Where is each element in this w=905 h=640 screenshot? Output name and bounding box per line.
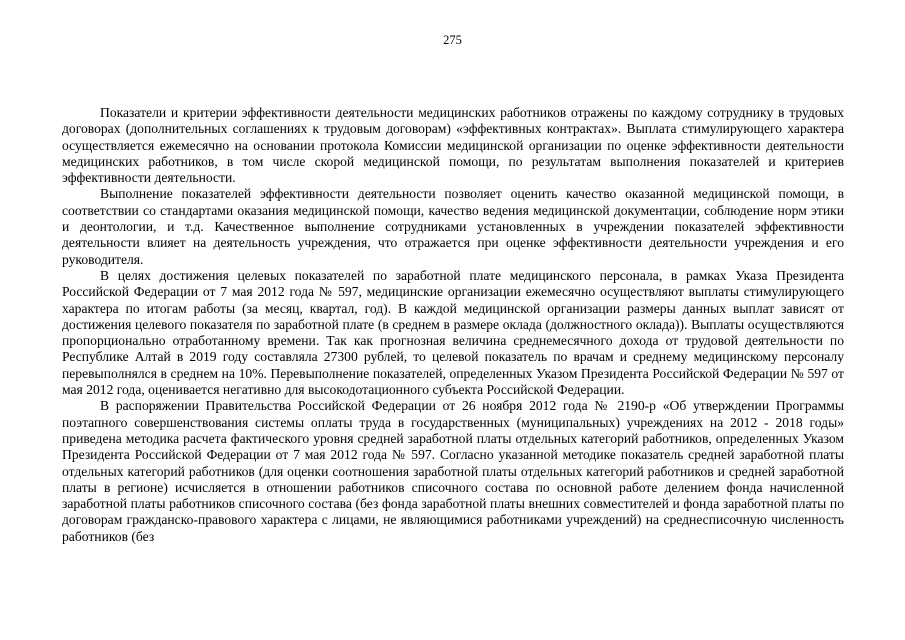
paragraph-4: В распоряжении Правительства Российской Федерации от 26 ноября 2012 года № 2190-р «Об утверждении Программы поэтапного совершенствования системы оплаты труда в государственных (муниципальных) учреждениях на 2012 - 2018 годы» приведена методика расчета фактического уровня средней заработной платы отдельных категорий работников, определенных Указом Президента Российской Федерации от 7 мая 2012 года № 597. Согласно указанной методике показатель средней заработной платы отдельных категорий работников (для оценки соотношения заработной платы отдельных категорий работников и средней заработной платы в регионе) исчисляется в отношении работников списочного состава по основной работе делением фонда начисленной заработной платы работников списочного состава (без фонда заработной платы внешних совместителей и фонда заработной платы по договорам гражданско-правового характера с лицами, не являющимися работниками учреждений) на среднесписочную численность работников (без — [62, 398, 844, 544]
paragraph-3: В целях достижения целевых показателей по заработной плате медицинского персонала, в рамках Указа Президента Российской Федерации от 7 мая 2012 года № 597, медицинские организации ежемесячно осуществляют выплаты стимулирующего характера по итогам работы (за месяц, квартал, год). В каждой медицинской организации размеры данных выплат зависят от достижения целевого показателя по заработной плате (в среднем в размере оклада (должностного оклада)). Выплаты осуществляются пропорционально отработанному времени. Так как прогнозная величина среднемесячного дохода от трудовой деятельности по Республике Алтай в 2019 году составляла 27300 рублей, то целевой показатель по врачам и среднему медицинскому персоналу перевыполнялся в среднем на 10%. Перевыполнение показателей, определенных Указом Президента Российской Федерации № 597 от мая 2012 года, оценивается негативно для высокодотационного субъекта Российской Федерации. — [62, 267, 844, 398]
paragraph-2: Выполнение показателей эффективности деятельности позволяет оценить качество оказанной медицинской помощи, в соответствии со стандартами оказания медицинской помощи, качество ведения медицинской документации, соблюдение норм этики и деонтологии, и т.д. Качественное выполнение сотрудниками установленных в учреждении показателей эффективности деятельности влияет на деятельность учреждения, что отражается при оценке эффективности деятельности учреждения и его руководителя. — [62, 186, 844, 267]
page-number: 275 — [443, 33, 462, 47]
document-body — [62, 105, 844, 545]
paragraph-1: Показатели и критерии эффективности деятельности медицинских работников отражены по каждому сотруднику в трудовых договорах (дополнительных соглашениях к трудовым договорам) «эффективных контрактах». Выплата стимулирующего характера осуществляется ежемесячно на основании протокола Комиссии медицинской организации по оценке эффективности деятельности медицинских работников, в том числе скорой медицинской помощи, по результатам выполнения показателей и критериев эффективности деятельности. — [62, 105, 844, 186]
